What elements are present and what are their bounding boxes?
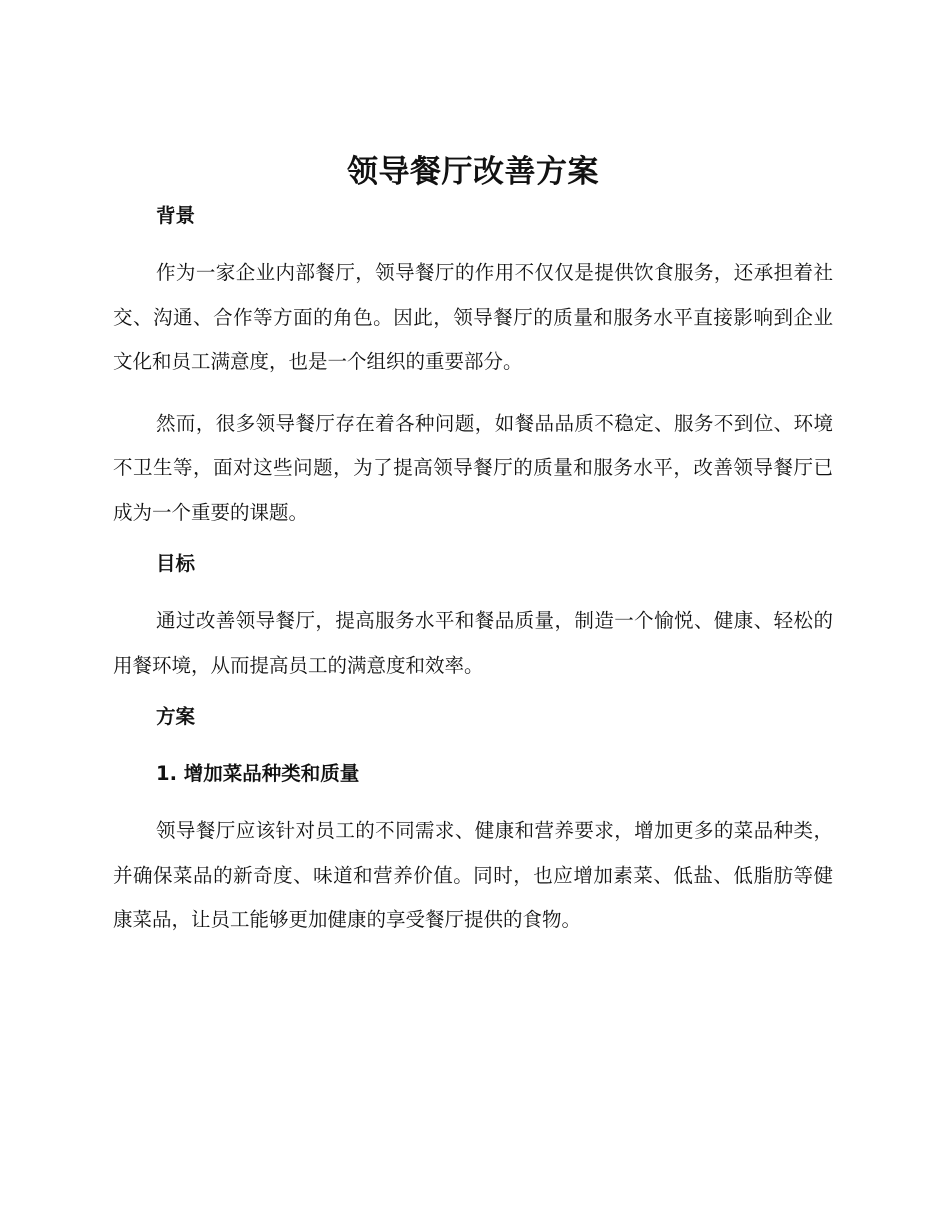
document-title: 领导餐厅改善方案: [347, 154, 599, 190]
document-body: [113, 150, 833, 943]
section-heading-plan: 方案: [156, 705, 196, 728]
section-heading-goal: 目标: [156, 552, 196, 575]
background-paragraph-2: 然而，很多领导餐厅存在着各种问题，如餐品品质不稳定、服务不到位、环境不卫生等，面对这些问题，为了提高领导餐厅的质量和服务水平，改善领导餐厅已成为一个重要的课题。: [113, 411, 833, 524]
plan-subheading-1: 1. 增加菜品种类和质量: [156, 762, 360, 785]
plan-paragraph-1: 领导餐厅应该针对员工的不同需求、健康和营养要求，增加更多的菜品种类，并确保菜品的新奇度、味道和营养价值。同时，也应增加素菜、低盐、低脂肪等健康菜品，让员工能够更加健康的享受餐厅提供的食物。: [113, 819, 833, 931]
background-paragraph-1: 作为一家企业内部餐厅，领导餐厅的作用不仅仅是提供饮食服务，还承担着社交、沟通、合作等方面的角色。因此，领导餐厅的质量和服务水平直接影响到企业文化和员工满意度，也是一个组织的重要部分。: [113, 261, 833, 373]
goal-paragraph-1: 通过改善领导餐厅，提高服务水平和餐品质量，制造一个愉悦、健康、轻松的用餐环境，从而提高员工的满意度和效率。: [113, 609, 833, 677]
section-heading-background: 背景: [156, 204, 196, 227]
